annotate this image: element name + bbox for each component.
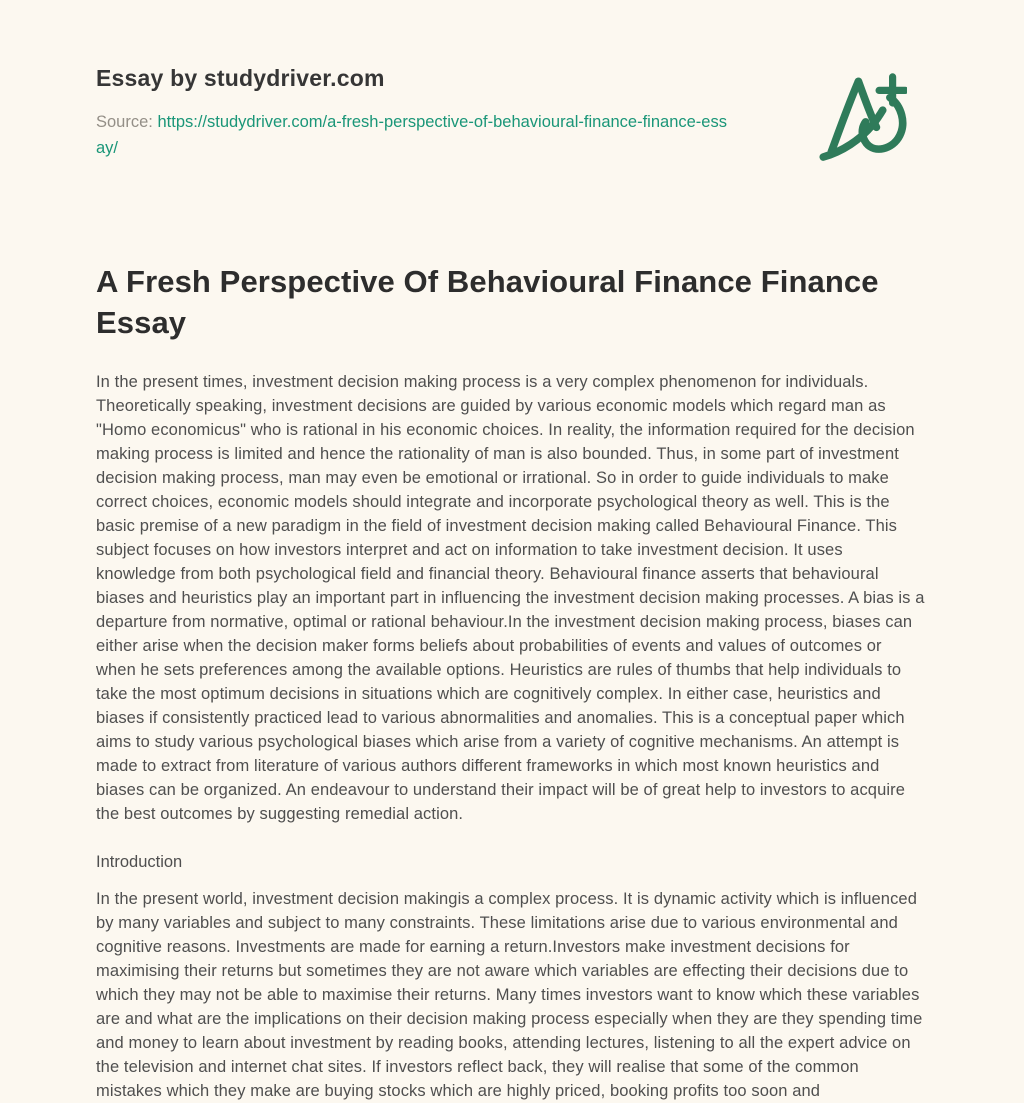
article-body: [96, 370, 925, 1103]
introduction-paragraph: In the present world, investment decision makingis a complex process. It is dynamic activity which is influenced by many variables and subject to many constraints. These limitations arise due to various environmental and cognitive reasons. Investments are made for earning a return.Investors make investment decisions for maximising their returns but sometimes they are not aware which variables are effecting their decisions due to which they may not be able to maximise their returns. Many times investors want to know which these variables are and what are the implications on their decision making process especially when they are they spending time and money to learn about investment by reading books, attending lectures, listening to all the expert advice on the television and internet chat sites. If investors reflect back, they will realise that some of the common mistakes which they make are buying stocks which are highly priced, booking profits too soon and: [96, 890, 923, 1100]
document-header: [96, 64, 925, 164]
abstract-paragraph: In the present times, investment decision making process is a very complex phenomenon for individuals. Theoretically speaking, investment decisions are guided by various economic models which regard man as "Homo economicus" who is rational in his economic choices. In reality, the information required for the decision making process is limited and hence the rationality of man is also bounded. Thus, in some part of investment decision making process, man may even be emotional or irrational. So in order to guide individuals to make correct choices, economic models should integrate and incorporate psychological theory as well. This is the basic premise of a new paradigm in the field of investment decision making called Behavioural Finance. This subject focuses on how investors interpret and act on information to take investment decision. It uses knowledge from both psychological field and financial theory. Behavioural finance asserts that behavioural biases and heuristics play an important part in influencing the investment decision making processes. A bias is a departure from normative, optimal or rational behaviour.In the investment decision making process, biases can either arise when the decision maker forms beliefs about probabilities of events and values of outcomes or when he sets preferences among the available options. Heuristics are rules of thumbs that help individuals to take the most optimum decisions in situations which are cognitively complex. In either case, heuristics and biases if consistently practiced lead to various abnormalities and anomalies. This is a conceptual paper which aims to study various psychological biases which arise from a variety of cognitive mechanisms. An attempt is made to extract from literature of various authors different frameworks in which most known heuristics and biases can be organized. An endeavour to understand their impact will be of great help to investors to acquire the best outcomes by suggesting remedial action.: [96, 373, 925, 823]
source-label: Source:: [96, 113, 153, 131]
source-url-link[interactable]: https://studydriver.com/a-fresh-perspective-of-behavioural-finance-finance-essay/: [96, 113, 727, 157]
header-text-block: [96, 64, 736, 161]
article-title: A Fresh Perspective Of Behavioural Finance Finance Essay: [96, 264, 879, 340]
a-plus-logo-icon: [817, 69, 907, 164]
source-line: [96, 109, 736, 161]
essay-byline: Essay by studydriver.com: [96, 65, 385, 91]
section-heading-introduction: Introduction: [96, 853, 183, 871]
